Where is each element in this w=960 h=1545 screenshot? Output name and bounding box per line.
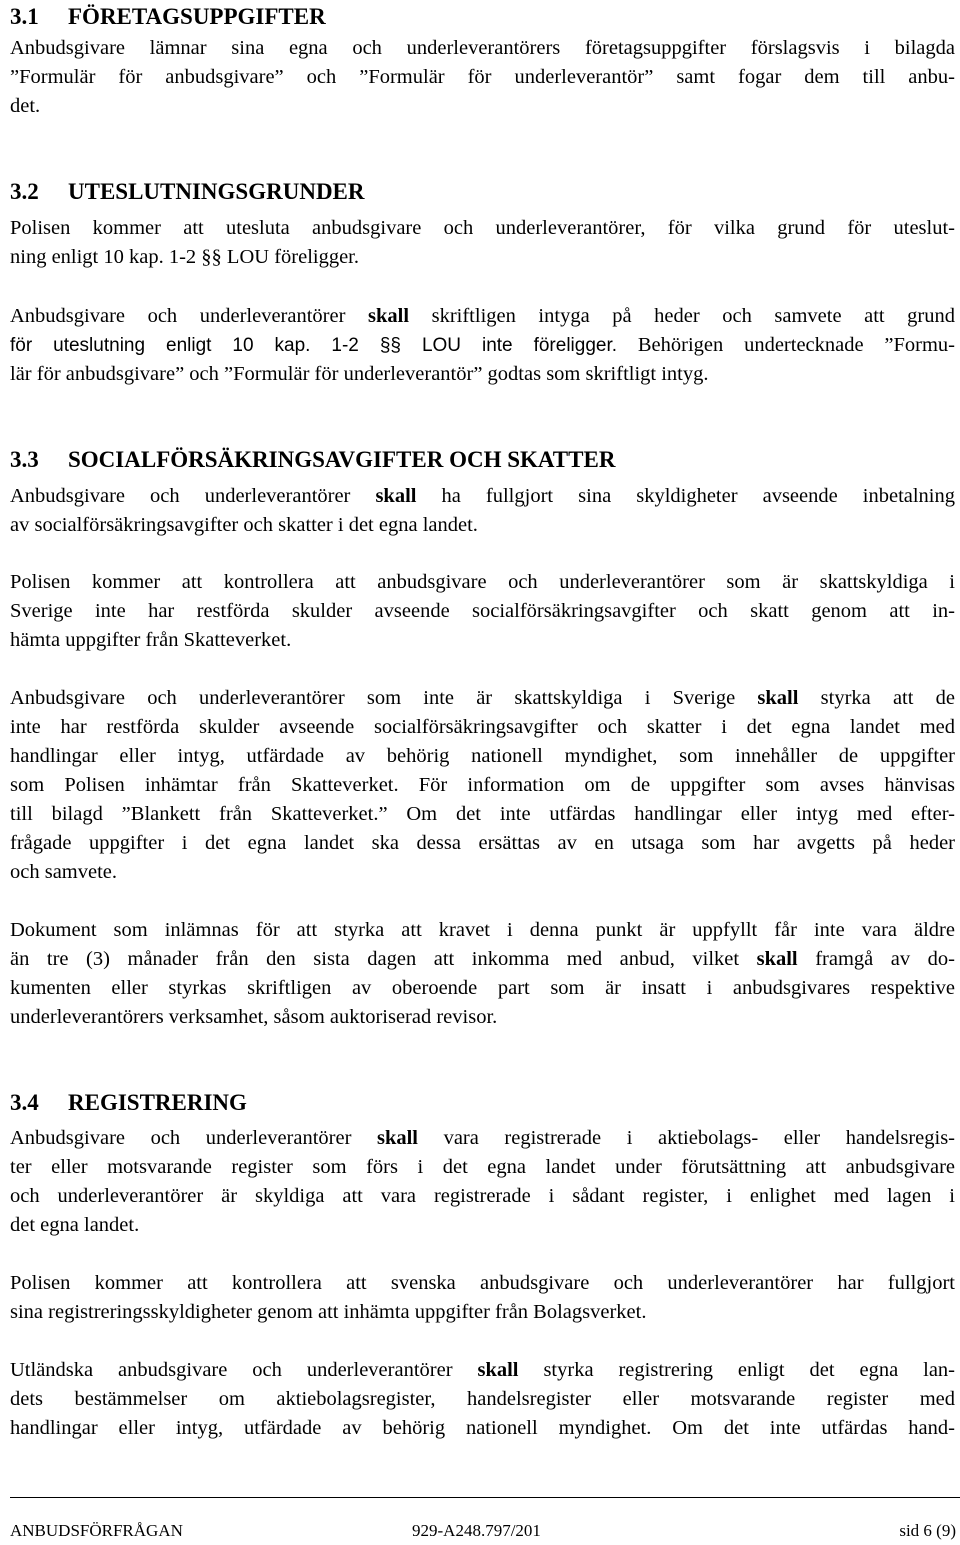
- text-run-sans: för uteslutning enligt 10 kap. 1-2 §§ LOU inte föreligger.: [10, 335, 618, 356]
- paragraph-line: inte har restförda skulder avseende socialförsäkringsavgifter och skatter i det egna landet med: [10, 716, 955, 738]
- footer-divider: [10, 1497, 960, 1498]
- paragraph-line: hämta uppgifter från Skatteverket.: [10, 629, 292, 651]
- section-number: 3.4: [10, 1090, 39, 1115]
- footer-reference-number: 929-A248.797/201: [412, 1521, 541, 1540]
- footer-page-number: sid 6 (9): [899, 1521, 956, 1540]
- section-title: FÖRETAGSUPPGIFTER: [68, 4, 326, 29]
- section-heading-3-2: [10, 177, 365, 207]
- paragraph-line: [10, 482, 955, 510]
- paragraph-line: ”Formulär för anbudsgivare” och ”Formulär för underleverantör” samt fogar dem till anbu-: [10, 66, 955, 88]
- paragraph-line: [10, 302, 955, 330]
- emphasis-skall: skall: [375, 485, 417, 507]
- paragraph-line: ter eller motsvarande register som förs i det egna landet under förutsättning att anbudsgivare: [10, 1156, 955, 1178]
- text-run: Behörigen undertecknade ”Formu-: [637, 334, 956, 356]
- paragraph-line: Sverige inte har restförda skulder avseende socialförsäkringsavgifter och skatt genom att in-: [10, 600, 955, 622]
- paragraph-line: dets bestämmelser om aktiebolagsregister, handelsregister eller motsvarande register med: [10, 1388, 955, 1410]
- paragraph-line: Polisen kommer att kontrollera att anbudsgivare och underleverantörer som är skattskyldiga i: [10, 571, 955, 593]
- text-run: Anbudsgivare och underleverantörer som inte är skattskyldiga i Sverige: [10, 687, 736, 709]
- section-title: REGISTRERING: [68, 1090, 247, 1115]
- emphasis-skall: skall: [477, 1359, 519, 1381]
- section-heading-3-3: [10, 445, 615, 475]
- footer-document-title: ANBUDSFÖRFRÅGAN: [10, 1521, 183, 1540]
- paragraph-line: det egna landet.: [10, 1214, 140, 1236]
- paragraph-line: som Polisen inhämtar från Skatteverket. För information om de uppgifter som avses hänvisas: [10, 774, 955, 796]
- paragraph-line: och underleverantörer är skyldiga att vara registrerade i sådant register, i enlighet med lagen i: [10, 1185, 955, 1207]
- text-run: Utländska anbudsgivare och underleverantörer: [10, 1359, 453, 1381]
- text-run: framgå av do-: [815, 948, 955, 970]
- paragraph-line: kumenten eller styrkas skriftligen av oberoende part som är insatt i anbudsgivares respektive: [10, 977, 955, 999]
- text-run: ha fullgjort sina skyldigheter avseende inbetalning: [441, 485, 955, 507]
- paragraph-line: handlingar eller intyg, utfärdade av behörig nationell myndighet. Om det inte utfärdas hand-: [10, 1417, 955, 1439]
- text-run: styrka att de: [820, 687, 955, 709]
- paragraph-line: Polisen kommer att kontrollera att svenska anbudsgivare och underleverantörer har fullgjort: [10, 1272, 955, 1294]
- emphasis-skall: skall: [757, 687, 799, 709]
- paragraph-line: Dokument som inlämnas för att styrka att kravet i denna punkt är uppfyllt får inte vara äldre: [10, 919, 955, 941]
- paragraph-line: Anbudsgivare lämnar sina egna och underleverantörers företagsuppgifter förslagsvis i bilagda: [10, 37, 955, 59]
- section-heading-3-4: [10, 1088, 247, 1118]
- paragraph-line: [10, 1124, 955, 1152]
- text-run: Anbudsgivare och underleverantörer: [10, 1127, 352, 1149]
- emphasis-skall: skall: [368, 305, 410, 327]
- text-run: skriftligen intyga på heder och samvete att grund: [431, 305, 956, 327]
- paragraph-line: det.: [10, 95, 41, 117]
- paragraph-line: [10, 331, 955, 360]
- section-title: SOCIALFÖRSÄKRINGSAVGIFTER OCH SKATTER: [68, 447, 616, 472]
- text-run: än tre (3) månader från den sista dagen att inkomma med anbud, vilket: [10, 948, 740, 970]
- paragraph-line: sina registreringsskyldigheter genom att inhämta uppgifter från Bolagsverket.: [10, 1301, 647, 1323]
- paragraph-line: [10, 684, 955, 712]
- paragraph-line: [10, 945, 955, 973]
- section-title: UTESLUTNINGSGRUNDER: [68, 179, 365, 204]
- paragraph-line: frågade uppgifter i det egna landet ska dessa ersättas av en utsaga som har avgetts på heder: [10, 832, 955, 854]
- section-number: 3.2: [10, 179, 39, 204]
- paragraph-line: och samvete.: [10, 861, 118, 883]
- section-number: 3.3: [10, 447, 39, 472]
- section-number: 3.1: [10, 4, 39, 29]
- paragraph-line: av socialförsäkringsavgifter och skatter i det egna landet.: [10, 514, 478, 536]
- paragraph-line: till bilagd ”Blankett från Skatteverket.” Om det inte utfärdas handlingar eller intyg med efter-: [10, 803, 955, 825]
- paragraph-line: handlingar eller intyg, utfärdade av behörig nationell myndighet, som innehåller de uppgifter: [10, 745, 955, 767]
- text-run: styrka registrering enligt det egna lan-: [543, 1359, 956, 1381]
- emphasis-skall: skall: [376, 1127, 419, 1149]
- paragraph-line: lär för anbudsgivare” och ”Formulär för underleverantör” godtas som skriftligt intyg.: [10, 363, 709, 385]
- section-heading-3-1: [10, 2, 326, 32]
- emphasis-skall: skall: [756, 948, 798, 970]
- paragraph-line: ning enligt 10 kap. 1-2 §§ LOU föreligger.: [10, 246, 360, 268]
- text-run: Anbudsgivare och underleverantörer: [10, 305, 346, 327]
- text-run: Anbudsgivare och underleverantörer: [10, 485, 351, 507]
- paragraph-line: underleverantörers verksamhet, såsom auktoriserad revisor.: [10, 1006, 498, 1028]
- text-run: vara registrerade i aktiebolags- eller handelsregis-: [443, 1127, 955, 1149]
- paragraph-line: [10, 1356, 955, 1384]
- paragraph-line: Polisen kommer att utesluta anbudsgivare och underleverantörer, för vilka grund för uteslut-: [10, 217, 955, 239]
